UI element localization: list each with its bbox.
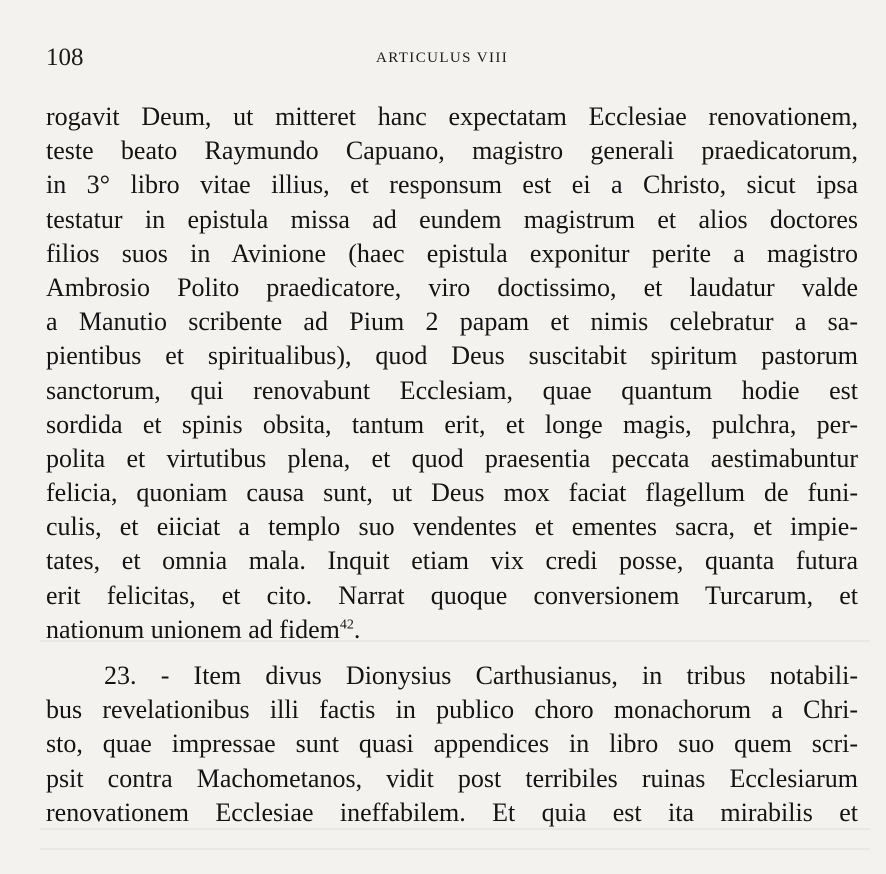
- text-line: renovationem Ecclesiae ineffabilem. Et quia est ita mirabilis et: [46, 797, 858, 827]
- show-through-line: [40, 848, 870, 850]
- text-line: psit contra Machometanos, vidit post terribiles ruinas Ecclesiarum: [46, 763, 858, 793]
- text-line: in 3° libro vitae illius, et responsum est ei a Christo, sicut ipsa: [46, 170, 858, 200]
- text-line: teste beato Raymundo Capuano, magistro generali praedicatorum,: [46, 136, 858, 166]
- text-line: polita et virtutibus plena, et quod praesentia peccata aestimabuntur: [46, 443, 858, 473]
- last-line-end: .: [353, 614, 361, 644]
- text-line: sanctorum, qui renovabunt Ecclesiam, quae quantum hodie est: [46, 375, 858, 405]
- paragraph-1: [46, 100, 858, 647]
- text-line: pientibus et spiritualibus), quod Deus suscitabit spiritum pastorum: [46, 341, 858, 371]
- running-head: ARTICULUS VIII: [376, 50, 509, 66]
- text-line: a Manutio scribente ad Pium 2 papam et nimis celebratur a sa-: [46, 307, 858, 337]
- text-line: Ambrosio Polito praedicatore, viro doctissimo, et laudatur valde: [46, 272, 858, 302]
- paragraph-gap: [46, 647, 858, 659]
- show-through-line: [40, 828, 870, 830]
- page-header: [46, 44, 858, 74]
- text-line: erit felicitas, et cito. Narrat quoque conversionem Turcarum, et: [46, 580, 858, 610]
- page-number: 108: [46, 44, 84, 71]
- paragraph-2: [46, 659, 858, 830]
- text-line: tates, et omnia mala. Inquit etiam vix credi posse, quanta futura: [46, 546, 858, 576]
- text-line: bus revelationibus illi factis in publico choro monachorum a Chri-: [46, 695, 858, 725]
- text-line: filios suos in Avinione (haec epistula exponitur perite a magistro: [46, 238, 858, 268]
- body-text: [46, 100, 858, 830]
- text-line: felicia, quoniam causa sunt, ut Deus mox faciat flagellum de funi-: [46, 478, 858, 508]
- text-line: culis, et eiiciat a templo suo vendentes et ementes sacra, et impie-: [46, 512, 858, 542]
- text-line-indented: 23. - Item divus Dionysius Carthusianus, in tribus notabili-: [104, 661, 858, 690]
- footnote-reference: 42: [339, 617, 354, 633]
- show-through-line: [40, 640, 870, 642]
- text-line: testatur in epistula missa ad eundem magistrum et alios doctores: [46, 204, 858, 234]
- last-line-text: nationum unionem ad fidem: [46, 614, 340, 644]
- text-line: sto, quae impressae sunt quasi appendices in libro suo quem scri-: [46, 729, 858, 759]
- text-line: sordida et spinis obsita, tantum erit, et longe magis, pulchra, per-: [46, 409, 858, 439]
- text-line: rogavit Deum, ut mitteret hanc expectatam Ecclesiae renovationem,: [46, 102, 858, 131]
